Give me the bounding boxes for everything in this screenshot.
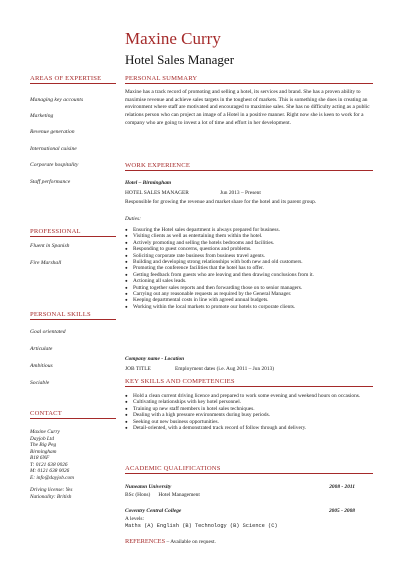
- university-dates: 2008 - 2011: [329, 484, 355, 490]
- list-item: ● Promoting the conference facilities that the hotel has to offer.: [125, 265, 375, 271]
- skill-item: Goal orientated: [30, 329, 66, 335]
- expertise-item: Managing key accounts: [30, 97, 84, 103]
- list-item: ● Carrying out any reasonable requests as required by the General Manager.: [125, 291, 375, 297]
- expertise-heading: AREAS OF EXPERTISE: [30, 75, 116, 84]
- personal-summary-heading: PERSONAL SUMMARY: [125, 75, 373, 84]
- contact-driving-license: Driving license: Yes: [30, 487, 73, 493]
- contact-line: Dayjob Ltd: [30, 435, 54, 442]
- list-item: ● Detail-oriented, with a demonstrated track record of follow through and delivery.: [125, 425, 375, 431]
- job1-title: HOTEL SALES MANAGER: [125, 190, 189, 196]
- contact-line: Birmingham: [30, 448, 57, 455]
- alevels-grades: Maths (A) English (B) Technology (B) Science (C): [125, 523, 278, 529]
- skill-item: Articulate: [30, 346, 53, 352]
- professional-item: Fluent in Spanish: [30, 243, 70, 249]
- expertise-item: International cuisine: [30, 146, 77, 152]
- list-item: ● Working within the local markets to promote our hotels to corporate clients.: [125, 304, 375, 310]
- list-item: ● Soliciting corporate rate business from business travel agents.: [125, 253, 375, 259]
- job2-location: Company name - Location: [125, 356, 185, 362]
- expertise-item: Corporate hospitality: [30, 162, 79, 168]
- contact-heading: CONTACT: [30, 410, 116, 419]
- skill-item: Ambitious: [30, 363, 53, 369]
- list-item: ● Hold a clean current driving licence and prepared to work some evening and weekend hours on occasions.: [125, 393, 375, 399]
- work-experience-heading: WORK EXPERIENCE: [125, 162, 373, 171]
- list-item: ● Putting together sales reports and then forwarding those on to senior managers.: [125, 285, 375, 291]
- college-dates: 2005 - 2008: [328, 508, 355, 514]
- candidate-name: Maxine Curry: [125, 29, 221, 48]
- skill-item: Sociable: [30, 380, 50, 386]
- expertise-item: Marketing: [30, 113, 54, 119]
- contact-line: Maxine Curry: [30, 429, 60, 435]
- contact-email[interactable]: E: info@dayjob.com: [30, 474, 75, 481]
- academic-heading: ACADEMIC QUALIFICATIONS: [125, 465, 373, 474]
- job1-title-row: [125, 190, 373, 196]
- contact-line: B18 6NF: [30, 455, 50, 461]
- list-item: ● Getting feedback from guests who are leaving and then drawing conclusions from it.: [125, 272, 375, 278]
- list-item: ● Actively promoting and selling the hotels bedrooms and facilities.: [125, 240, 375, 246]
- expertise-item: Staff performance: [30, 179, 71, 185]
- job1-dates: Jun 2013 – Present: [220, 190, 261, 196]
- university-degree: BSc (Hons) Hotel Management: [125, 492, 200, 498]
- list-item: ● Seeking out new business opportunities.: [125, 419, 375, 425]
- candidate-job-title: Hotel Sales Manager: [125, 52, 235, 67]
- list-item: ● Responding to guest concerns, questions and problems.: [125, 246, 375, 252]
- duties-label: Duties:: [125, 216, 141, 222]
- job1-description: Responsible for growing the revenue and market share for the hotel and its parent group.: [125, 199, 317, 205]
- references-text: – Available on request.: [165, 539, 216, 545]
- alevels-label: A levels:: [125, 516, 145, 522]
- duties-list: [125, 227, 375, 310]
- list-item: ● Ensuring the Hotel sales department is always prepared for business.: [125, 227, 375, 233]
- university-row: [125, 484, 373, 490]
- list-item: ● Training up new staff members in hotel sales techniques.: [125, 406, 375, 412]
- references-row: [125, 538, 373, 545]
- list-item: ● Visiting clients as well as entertaining them within the hotel.: [125, 233, 375, 239]
- professional-item: Fire Marshall: [30, 260, 62, 266]
- job2-title: JOB TITLE: [125, 366, 151, 372]
- contact-line: The Big Peg: [30, 442, 57, 448]
- professional-heading: PROFESSIONAL: [30, 228, 116, 237]
- job2-dates: Employment dates (i.e. Aug 2011 – Jun 2013): [175, 366, 275, 372]
- job1-location: Hotel – Birmingham: [125, 180, 172, 186]
- contact-nationality: Nationality: British: [30, 493, 72, 500]
- list-item: ● Cultivating relationships with key hotel personnel.: [125, 399, 375, 405]
- key-skills-heading: KEY SKILLS AND COMPETENCIES: [125, 378, 373, 387]
- references-heading: REFERENCES: [125, 538, 166, 545]
- personal-skills-heading: PERSONAL SKILLS: [30, 311, 116, 320]
- university-name: Nuneaton University: [125, 484, 172, 490]
- contact-block: [30, 429, 74, 500]
- job2-title-row: [125, 366, 373, 372]
- list-item: ● Building and developing strong relationships with both new and old customers.: [125, 259, 375, 265]
- college-row: [125, 508, 373, 514]
- contact-phone: T: 0121 638 0026: [30, 461, 68, 468]
- expertise-item: Revenue generation: [30, 129, 75, 135]
- list-item: ● Dealing with a high pressure environments during busy periods.: [125, 412, 375, 418]
- college-name: Coventry Central College: [125, 508, 182, 514]
- list-item: ● Keeping departmental costs in line with agreed annual budgets.: [125, 297, 375, 303]
- key-skills-list: [125, 393, 375, 431]
- personal-summary-text: Maxine has a track record of promoting and selling a hotel, its services and brand. She has a proven ability to maximise revenue and achieve sales targets in the toughest of markets. This is something she does in creating an environment where staff are motivated and encouraged to maximise sales. She has no difficulty acting as a public relations person who can project an image of a Hotel in a positive manner. Right now she is keen to work for a company who are going to invest a lot of time and effort in her development.: [125, 89, 370, 126]
- contact-mobile: M: 0121 638 0026: [30, 468, 70, 474]
- list-item: ● Actioning all sales leads.: [125, 278, 375, 284]
